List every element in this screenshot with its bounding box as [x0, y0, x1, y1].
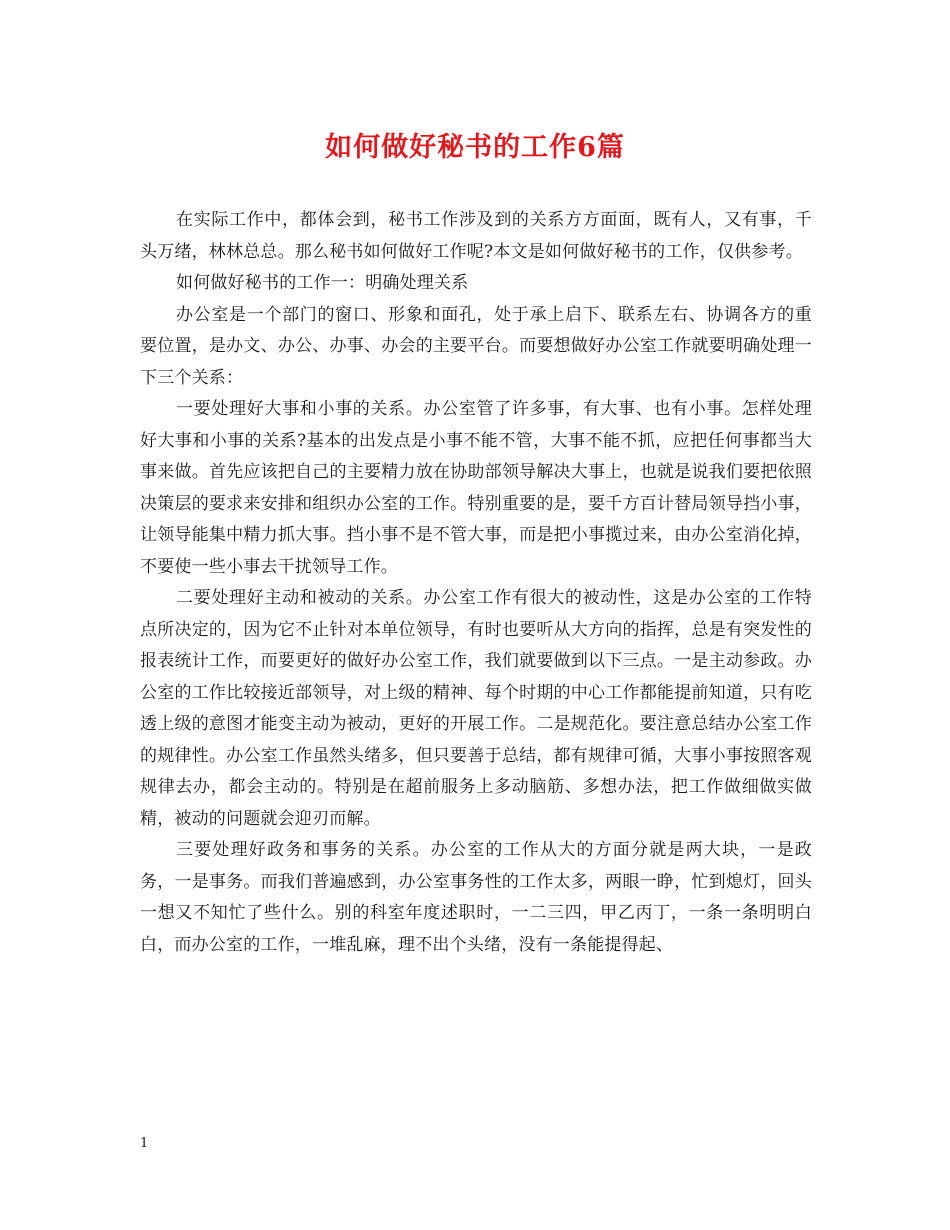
document-body: [140, 205, 812, 961]
body-paragraph: 一要处理好大事和小事的关系。办公室管了许多事，有大事、也有小事。怎样处理好大事和小事的关系?基本的出发点是小事不能不管，大事不能不抓，应把任何事都当大事来做。首先应该把自己的主要精力放在协助部领导解决大事上，也就是说我们要把依照决策层的要求来安排和组织办公室的工作。特别重要的是，要千方百计替局领导挡小事，让领导能集中精力抓大事。挡小事不是不管大事，而是把小事揽过来，由办公室消化掉，不要使一些小事去干扰领导工作。: [140, 399, 812, 577]
page-number: 1: [140, 1136, 149, 1151]
document-title: 如何做好秘书的工作6篇: [325, 132, 625, 163]
body-paragraph: 三要处理好政务和事务的关系。办公室的工作从大的方面分就是两大块，一是政务，一是事务。而我们普遍感到，办公室事务性的工作太多，两眼一睁，忙到熄灯，回头一想又不知忙了些什么。别的科室年度述职时，一二三四，甲乙丙丁，一条一条明明白白，而办公室的工作，一堆乱麻，理不出个头绪，没有一条能提得起、: [140, 840, 812, 955]
section-heading: 如何做好秘书的工作一：明确处理关系: [176, 273, 469, 293]
body-paragraph: 二要处理好主动和被动的关系。办公室工作有很大的被动性，这是办公室的工作特点所决定的，因为它不止针对本单位领导，有时也要听从大方向的指挥，总是有突发性的报表统计工作，而要更好的做好办公室工作，我们就要做到以下三点。一是主动参政。办公室的工作比较接近部领导，对上级的精神、每个时期的中心工作都能提前知道，只有吃透上级的意图才能变主动为被动，更好的开展工作。二是规范化。要注意总结办公室工作的规律性。办公室工作虽然头绪多，但只要善于总结，都有规律可循，大事小事按照客观规律去办，都会主动的。特别是在超前服务上多动脑筋、多想办法，把工作做细做实做精，被动的问题就会迎刃而解。: [140, 588, 812, 829]
body-paragraph: 办公室是一个部门的窗口、形象和面孔，处于承上启下、联系左右、协调各方的重要位置，是办文、办公、办事、办会的主要平台。而要想做好办公室工作就要明确处理一下三个关系：: [140, 304, 812, 388]
body-paragraph-intro: 在实际工作中，都体会到，秘书工作涉及到的关系方方面面，既有人，又有事，千头万绪，林林总总。那么秘书如何做好工作呢?本文是如何做好秘书的工作，仅供参考。: [140, 210, 812, 262]
